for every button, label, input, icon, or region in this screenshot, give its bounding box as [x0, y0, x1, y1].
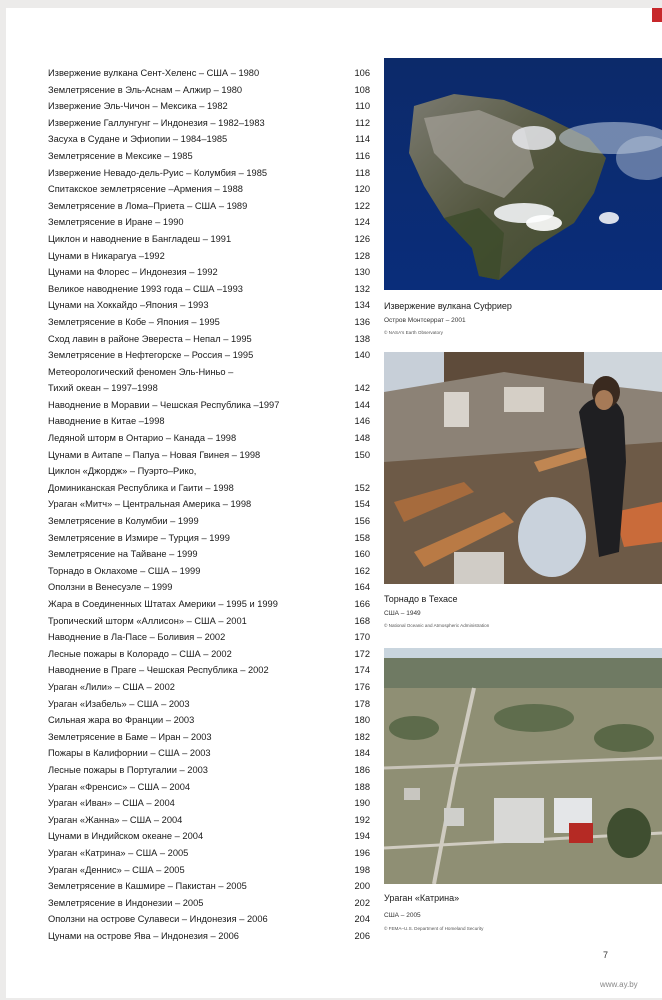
toc-entry-page: 128: [354, 250, 370, 261]
toc-entry-title: Землетрясение в Эль-Аснам – Алжир – 1980: [48, 84, 243, 95]
toc-entry-page: 150: [354, 449, 370, 460]
toc-entry: [48, 131, 370, 148]
toc-entry: [48, 762, 370, 779]
toc-entry-title: Наводнение в Ла-Пасе – Боливия – 2002: [48, 632, 226, 643]
toc-entry-page: 134: [354, 300, 370, 311]
toc-entry: [48, 845, 370, 862]
toc-entry-title: Цунами на острове Ява – Индонезия – 2006: [48, 930, 239, 941]
watermark: www.ay.by: [600, 980, 638, 989]
toc-entry-page: 110: [355, 101, 370, 112]
toc-entry-title: Землетрясение в Кобе – Япония – 1995: [48, 316, 220, 327]
toc-entry-title: Цунами в Никарагуа –1992: [48, 250, 165, 261]
toc-entry-page: 200: [354, 881, 370, 892]
toc-entry: [48, 314, 370, 331]
photo-1-subtitle: Остров Монтсеррат – 2001: [384, 317, 466, 324]
photo-1-title: Извержение вулкана Суфриер: [384, 301, 512, 311]
toc-entry-page: 144: [354, 399, 370, 410]
toc-entry-page: 126: [354, 233, 370, 244]
toc-entry: [48, 546, 370, 563]
toc-entry: [48, 911, 370, 928]
toc-entry-page: 194: [354, 831, 370, 842]
toc-entry-page: 146: [354, 416, 370, 427]
toc-entry-title: Тихий океан – 1997–1998: [48, 383, 158, 394]
toc-entry-page: 206: [354, 930, 370, 941]
toc-entry-page: 120: [354, 184, 370, 195]
hurricane-aerial-photo: [384, 648, 662, 884]
toc-entry-title: Извержение Эль-Чичон – Мексика – 1982: [48, 101, 228, 112]
toc-entry-page: 160: [354, 549, 370, 560]
toc-entry-title: Ураган «Катрина» – США – 2005: [48, 847, 189, 858]
toc-entry: [48, 812, 370, 829]
photo-3-credit: © FEMA–U.S. Department of Homeland Security: [384, 926, 484, 931]
toc-entry-title: Землетрясение в Измире – Турция – 1999: [48, 532, 230, 543]
toc-entry: [48, 231, 370, 248]
toc-entry: [48, 862, 370, 879]
toc-entry-page: 186: [354, 764, 370, 775]
toc-entry: [48, 447, 370, 464]
toc-entry-title: Лесные пожары в Португалии – 2003: [48, 764, 208, 775]
toc-entry: [48, 214, 370, 231]
toc-entry: [48, 579, 370, 596]
toc-entry-page: 182: [354, 731, 370, 742]
toc-entry-title: Засуха в Судане и Эфиопии – 1984–1985: [48, 134, 228, 145]
toc-entry-title: Ураган «Лили» – США – 2002: [48, 681, 175, 692]
toc-entry: [48, 98, 370, 115]
toc-entry-title: Землетрясение в Индонезии – 2005: [48, 897, 204, 908]
toc-entry: [48, 729, 370, 746]
toc-entry: [48, 712, 370, 729]
toc-entry: [48, 928, 370, 945]
toc-entry-page: 124: [354, 217, 370, 228]
toc-entry-page: 166: [354, 599, 370, 609]
toc-entry-title: Ураган «Френсис» – США – 2004: [48, 781, 191, 792]
toc-entry-title: Лесные пожары в Колорадо – США – 2002: [48, 648, 232, 659]
toc-entry-title: Спитакское землетрясение –Армения – 1988: [48, 184, 243, 195]
toc-entry: [48, 596, 370, 613]
toc-entry: [48, 413, 370, 430]
toc-entry-page: 190: [354, 798, 370, 809]
photo-2-subtitle: США – 1949: [384, 610, 421, 617]
photo-2-title: Торнадо в Техасе: [384, 594, 458, 604]
toc-entry-page: 148: [354, 433, 370, 444]
toc-entry: [48, 745, 370, 762]
toc-entry: [48, 248, 370, 265]
toc-entry: [48, 148, 370, 165]
toc-entry-page: 136: [354, 316, 370, 327]
toc-entry-title: Ураган «Жанна» – США – 2004: [48, 814, 183, 825]
toc-entry-title: Землетрясение в Мексике – 1985: [48, 150, 193, 161]
photo-3-subtitle: США – 2005: [384, 912, 421, 919]
toc-entry-title: Ураган «Иван» – США – 2004: [48, 798, 175, 809]
toc-entry-title: Цунами в Индийском океане – 2004: [48, 831, 204, 842]
toc-entry-page: 152: [354, 482, 370, 493]
toc-entry-title: Доминиканская Республика и Гаити – 1998: [48, 482, 234, 493]
toc-entry: [48, 115, 370, 132]
toc-entry-title: Землетрясение на Тайване – 1999: [48, 549, 198, 560]
toc-entry-title: Ураган «Митч» – Центральная Америка – 1998: [48, 499, 252, 510]
toc-entry: [48, 264, 370, 281]
toc-entry: [48, 165, 370, 182]
toc-entry: [48, 496, 370, 513]
toc-entry-page: 156: [354, 516, 370, 527]
toc-entry-page: 164: [354, 582, 370, 593]
toc-entry: [48, 463, 370, 480]
toc-entry-title: Цунами в Аитапе – Папуа – Новая Гвинея – 1998: [48, 449, 261, 460]
toc-entry-page: 170: [354, 632, 370, 643]
toc-entry: [48, 397, 370, 414]
toc-entry-title: Землетрясение в Кашмире – Пакистан – 2005: [48, 881, 247, 892]
toc-entry: [48, 347, 370, 364]
toc-entry: [48, 281, 370, 298]
toc-entry-page: 172: [354, 648, 370, 659]
page-number: 7: [603, 950, 609, 960]
toc-entry: [48, 530, 370, 547]
toc-entry-title: Землетрясение в Баме – Иран – 2003: [48, 731, 212, 742]
toc-entry: [48, 82, 370, 99]
toc-entry: [48, 895, 370, 912]
toc-entry-title: Оползни на острове Сулавеси – Индонезия – 2006: [48, 914, 268, 925]
toc-entry: [48, 629, 370, 646]
red-corner-mark: [652, 8, 662, 22]
toc-entry-page: 202: [354, 897, 370, 908]
toc-entry-title: Землетрясение в Иране – 1990: [48, 217, 184, 228]
toc-entry-page: 154: [354, 499, 370, 510]
toc-entry-title: Ураган «Деннис» – США – 2005: [48, 864, 185, 875]
toc-entry-page: 184: [354, 748, 370, 759]
toc-entry-title: Землетрясение в Лома–Приета – США – 1989: [48, 200, 248, 211]
toc-entry-page: 180: [354, 715, 370, 726]
toc-entry-title: Оползни в Венесуэле – 1999: [48, 582, 173, 593]
photo-3-title: Ураган «Катрина»: [384, 893, 460, 903]
toc-entry-title: Тропический шторм «Аллисон» – США – 2001: [48, 615, 247, 626]
toc-entry-title: Ледяной шторм в Онтарио – Канада – 1998: [48, 433, 237, 444]
toc-entry: [48, 613, 370, 630]
toc-entry: [48, 828, 370, 845]
toc-entry: [48, 364, 370, 381]
book-page: [6, 8, 662, 998]
toc-entry-title: Пожары в Калифорнии – США – 2003: [48, 748, 211, 759]
toc-entry-title: Наводнение в Китае –1998: [48, 416, 165, 427]
toc-entry-title: Извержение Галлунгунг – Индонезия – 1982–1983: [48, 117, 265, 128]
toc-entry-title: Ураган «Изабель» – США – 2003: [48, 698, 190, 709]
toc-entry: [48, 65, 370, 82]
toc-entry: [48, 480, 370, 497]
toc-entry-page: 116: [355, 150, 370, 161]
toc-entry-page: 198: [354, 864, 370, 875]
toc-entry: [48, 513, 370, 530]
toc-entry: [48, 181, 370, 198]
tornado-debris-image: [384, 352, 662, 584]
toc-entry: [48, 430, 370, 447]
toc-entry-title: Торнадо в Оклахоме – США – 1999: [48, 565, 201, 576]
volcano-satellite-image: [384, 58, 662, 290]
toc-entry-title: Извержение вулкана Сент-Хеленс – США – 1980: [48, 68, 260, 78]
volcano-satellite-photo: [384, 58, 662, 290]
toc-entry-page: 132: [354, 283, 370, 294]
toc-entry: [48, 198, 370, 215]
toc-entry-page: 188: [354, 781, 370, 792]
toc-entry-page: 118: [355, 167, 370, 178]
toc-entry: [48, 679, 370, 696]
toc-entry-page: 162: [354, 565, 370, 576]
toc-entry: [48, 380, 370, 397]
toc-entry: [48, 297, 370, 314]
toc-entry: [48, 331, 370, 348]
toc-entry-title: Наводнение в Моравии – Чешская Республика –1997: [48, 399, 280, 410]
toc-entry-page: 196: [354, 847, 370, 858]
toc-entry-page: 106: [354, 68, 370, 78]
toc-entry-page: 112: [355, 117, 370, 128]
toc-entry-page: 142: [354, 383, 370, 394]
toc-entry-title: Извержение Невадо-дель-Руис – Колумбия – 1985: [48, 167, 268, 178]
toc-entry-title: Великое наводнение 1993 года – США –1993: [48, 283, 243, 294]
toc-entry: [48, 878, 370, 895]
table-of-contents: [48, 65, 370, 944]
toc-entry-page: 158: [354, 532, 370, 543]
toc-entry-title: Сильная жара во Франции – 2003: [48, 715, 195, 726]
toc-entry-title: Цунами на Хоккайдо –Япония – 1993: [48, 300, 209, 311]
toc-entry-page: 122: [354, 200, 370, 211]
toc-entry-title: Метеорологический феномен Эль-Ниньо –: [48, 366, 234, 377]
hurricane-aerial-image: [384, 648, 662, 884]
photo-2-credit: © National Oceanic and Atmospheric Administration: [384, 623, 490, 628]
toc-entry-title: Цунами на Флорес – Индонезия – 1992: [48, 267, 218, 278]
tornado-debris-photo: [384, 352, 662, 584]
toc-entry-page: 192: [354, 814, 370, 825]
toc-entry-page: 138: [354, 333, 370, 344]
toc-entry-title: Землетрясение в Нефтегорске – Россия – 1995: [48, 350, 254, 361]
toc-entry-title: Землетрясение в Колумбии – 1999: [48, 516, 199, 527]
toc-entry-title: Сход лавин в районе Эвереста – Непал – 1995: [48, 333, 252, 344]
toc-entry-page: 204: [354, 914, 370, 925]
toc-entry-title: Жара в Соединенных Штатах Америки – 1995 и 1999: [48, 599, 278, 609]
toc-entry: [48, 662, 370, 679]
photo-1-credit: © NASA's Earth Observatory: [384, 330, 443, 335]
toc-entry-page: 168: [354, 615, 370, 626]
toc-entry-page: 140: [354, 350, 370, 361]
toc-entry-page: 130: [354, 267, 370, 278]
toc-entry-page: 176: [354, 681, 370, 692]
toc-entry-page: 174: [354, 665, 370, 676]
toc-entry: [48, 563, 370, 580]
toc-entry: [48, 696, 370, 713]
toc-entry-page: 178: [354, 698, 370, 709]
toc-entry: [48, 779, 370, 796]
toc-entry: [48, 795, 370, 812]
toc-entry: [48, 646, 370, 663]
toc-entry-title: Циклон и наводнение в Бангладеш – 1991: [48, 233, 232, 244]
toc-entry-title: Циклон «Джордж» – Пуэрто–Рико,: [48, 466, 197, 477]
toc-entry-page: 108: [354, 84, 370, 95]
toc-entry-title: Наводнение в Праге – Чешская Республика – 2002: [48, 665, 269, 676]
toc-entry-page: 114: [355, 134, 370, 145]
